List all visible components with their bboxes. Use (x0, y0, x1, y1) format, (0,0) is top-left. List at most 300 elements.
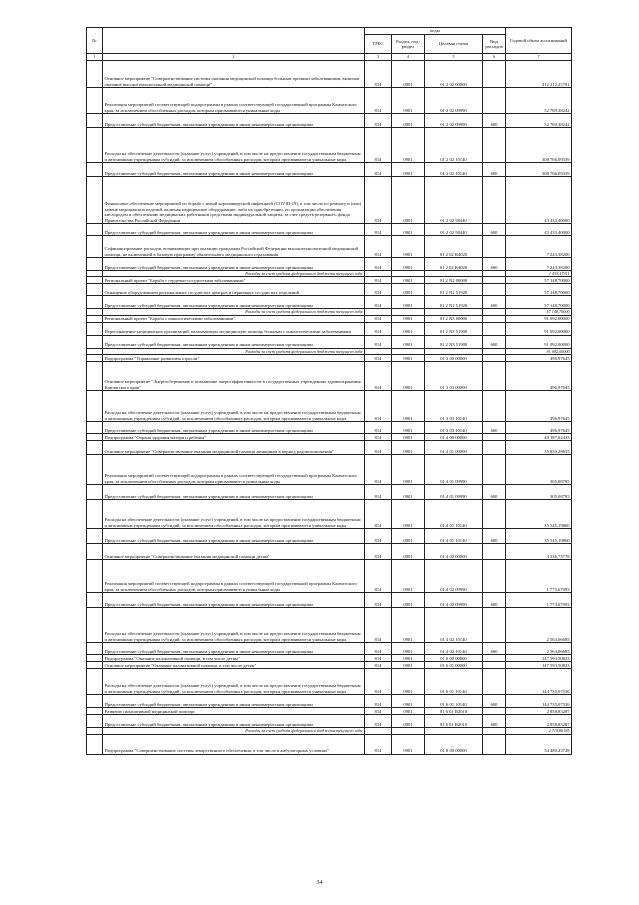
row-razdel-cell: 0901 (392, 544, 425, 560)
header-razdel: Раздел, под-раздел (392, 35, 425, 54)
row-grbs-cell: 814 (365, 114, 392, 128)
row-number-cell (87, 695, 103, 708)
table-body (87, 61, 572, 755)
row-expense-type-cell: 600 (483, 296, 506, 309)
row-expense-type-cell: 600 (483, 529, 506, 544)
row-amount-cell: 496,97645 (506, 362, 572, 391)
row-target-cell: 01 6 01 R2010 (425, 708, 483, 715)
row-razdel-cell: 0901 (392, 224, 425, 236)
row-expense-type-cell (483, 177, 506, 224)
row-razdel-cell: 0901 (392, 593, 425, 608)
row-amount-cell: 35 850,28655 (506, 441, 572, 455)
row-razdel-cell: 0901 (392, 177, 425, 224)
row-amount-cell: 43 433,40000 (506, 177, 572, 224)
row-razdel-cell: 0901 (392, 163, 425, 177)
row-number-cell (87, 335, 103, 348)
row-number-cell (87, 485, 103, 500)
table-row (87, 455, 572, 485)
row-razdel-cell: 0901 (392, 128, 425, 163)
row-amount-cell: 91 092,00000 (506, 322, 572, 335)
table-row (87, 655, 572, 662)
row-target-cell: 01 2 02 10140 (425, 163, 483, 177)
row-grbs-cell: 814 (365, 355, 392, 362)
row-name-cell: Основное мероприятие "Совершенствование оказания медицинской помощи женщинам в период родовспоможения" (103, 441, 365, 455)
row-amount-cell: 40 187,02433 (506, 434, 572, 441)
row-amount-cell: 147 593,50823 (506, 655, 572, 662)
header-expense-type: Вид расходов (483, 35, 506, 54)
row-expense-type-cell: 600 (483, 593, 506, 608)
table-row (87, 315, 572, 322)
table-row (87, 277, 572, 284)
row-amount-cell: 496,97645 (506, 422, 572, 434)
row-amount-cell: 144 735,07536 (506, 695, 572, 708)
row-expense-type-cell (483, 441, 506, 455)
table-row (87, 114, 572, 128)
table-row (87, 734, 572, 754)
row-expense-type-cell (483, 362, 506, 391)
row-razdel-cell: 0901 (392, 422, 425, 434)
row-expense-type-cell (483, 708, 506, 715)
table-row (87, 544, 572, 560)
row-razdel-cell: 0901 (392, 662, 425, 669)
row-number-cell (87, 529, 103, 544)
row-number-cell (87, 643, 103, 655)
row-grbs-cell: 814 (365, 441, 392, 455)
row-grbs-cell: 814 (365, 88, 392, 114)
budget-allocation-table (86, 27, 572, 755)
row-expense-type-cell: 600 (483, 695, 506, 708)
table-row (87, 177, 572, 224)
row-number-cell (87, 355, 103, 362)
row-grbs-cell: 814 (365, 544, 392, 560)
row-name-cell: Реализация мероприятий соответствующей подпрограммы в рамках соответствующей государственной программы Камчатского края, за исключением обособленных расходов, которым присваиваются уникальные коды (103, 455, 365, 485)
row-expense-type-cell (483, 655, 506, 662)
table-row (87, 560, 572, 593)
row-target-cell: 01 6 01 10140 (425, 669, 483, 695)
row-grbs-cell: 814 (365, 322, 392, 335)
row-amount-cell: 308 766,09339 (506, 163, 572, 177)
row-expense-type-cell: 600 (483, 485, 506, 500)
row-target-cell: 01 4 02 10140 (425, 643, 483, 655)
row-name-cell: Предоставление субсидий бюджетным, автономным учреждениям и иным некоммерческим организациям (103, 258, 365, 271)
row-expense-type-cell (483, 608, 506, 643)
row-name-cell: Предоставление субсидий бюджетным, автономным учреждениям и иным некоммерческим организациям (103, 593, 365, 608)
row-grbs-cell: 814 (365, 455, 392, 485)
table-row (87, 434, 572, 441)
row-expense-type-cell (483, 277, 506, 284)
row-number-cell (87, 500, 103, 529)
row-expense-type-cell (483, 544, 506, 560)
row-expense-type-cell (483, 88, 506, 114)
row-number-cell (87, 391, 103, 422)
row-grbs-cell: 814 (365, 177, 392, 224)
row-name-cell: Предоставление субсидий бюджетным, автономным учреждениям и иным некоммерческим организациям (103, 335, 365, 348)
header-col-num-2: 2 (103, 54, 365, 61)
row-grbs-cell: 814 (365, 335, 392, 348)
row-razdel-cell: 0901 (392, 296, 425, 309)
row-name-cell: Предоставление субсидий бюджетным, автономным учреждениям и иным некоммерческим организациям (103, 695, 365, 708)
row-amount-cell: 43 433,40000 (506, 224, 572, 236)
row-razdel-cell: 0901 (392, 284, 425, 296)
row-target-cell: 01 4 02 10140 (425, 608, 483, 643)
row-grbs-cell: 814 (365, 662, 392, 669)
row-expense-type-cell: 600 (483, 224, 506, 236)
row-target-cell: 01 4 01 09990 (425, 455, 483, 485)
row-grbs-cell: 814 (365, 391, 392, 422)
row-grbs-cell: 814 (365, 708, 392, 715)
row-razdel-cell: 0901 (392, 500, 425, 529)
row-name-cell: Предоставление субсидий бюджетным, автономным учреждениям и иным некоммерческим организациям (103, 715, 365, 728)
table-row (87, 88, 572, 114)
row-number-cell (87, 434, 103, 441)
row-razdel-cell: 0901 (392, 608, 425, 643)
table-row (87, 708, 572, 715)
row-grbs-cell: 814 (365, 529, 392, 544)
row-number-cell (87, 734, 103, 754)
row-number-cell (87, 593, 103, 608)
row-grbs-cell: 814 (365, 224, 392, 236)
row-number-cell (87, 455, 103, 485)
row-number-cell (87, 114, 103, 128)
row-amount-cell: 2 858,83287 (506, 715, 572, 728)
row-expense-type-cell: 600 (483, 163, 506, 177)
row-name-cell: Расходы на обеспечение деятельности (оказание услуг) учреждений, в том числе на предоставление государственным бюджетным и автономным учреждениям субсидий, за исключением обособленных расходов, которым присваиваются уникальные коды (103, 608, 365, 643)
row-name-cell: Региональный проект "Борьба с сердечно-сосудистыми заболеваниями" (103, 277, 365, 284)
row-expense-type-cell (483, 61, 506, 88)
row-name-cell: Реализация мероприятий соответствующей подпрограммы в рамках соответствующей государственной программы Камчатского края, за исключением обособленных расходов, которым присваиваются уникальные коды (103, 88, 365, 114)
row-razdel-cell: 0901 (392, 258, 425, 271)
row-number-cell (87, 655, 103, 662)
row-name-cell: Предоставление субсидий бюджетным, автономным учреждениям и иным некоммерческим организациям (103, 114, 365, 128)
row-grbs-cell: 814 (365, 655, 392, 662)
row-razdel-cell: 0901 (392, 695, 425, 708)
row-target-cell: 01 3 03 00000 (425, 362, 483, 391)
row-number-cell (87, 224, 103, 236)
row-name-cell: Расходы за счет средств федерального бюджета текущего года (103, 271, 365, 277)
header-grbs: ГРБС (365, 35, 392, 54)
row-amount-cell: 1 433,17311 (506, 271, 572, 277)
row-number-cell (87, 163, 103, 177)
row-expense-type-cell (483, 434, 506, 441)
row-name-cell: Предоставление субсидий бюджетным, автономным учреждениям и иным некоммерческим организациям (103, 296, 365, 309)
row-number-cell (87, 322, 103, 335)
table-row (87, 422, 572, 434)
row-number-cell (87, 441, 103, 455)
row-razdel-cell: 0901 (392, 315, 425, 322)
row-number-cell (87, 128, 103, 163)
row-amount-cell: 412 212,25781 (506, 61, 572, 88)
table-row (87, 362, 572, 391)
row-grbs-cell: 814 (365, 434, 392, 441)
row-grbs-cell: 814 (365, 560, 392, 593)
row-name-cell: Оснащение оборудованием региональных сосудистых центров и первичных сосудистых отделений (103, 284, 365, 296)
row-amount-cell: 305,08795 (506, 455, 572, 485)
header-col-num-6: 6 (483, 54, 506, 61)
row-expense-type-cell (483, 391, 506, 422)
row-expense-type-cell: 600 (483, 422, 506, 434)
header-col-num-5: 5 (425, 54, 483, 61)
table-row (87, 163, 572, 177)
table-row (87, 236, 572, 258)
header-col-num-3: 3 (365, 54, 392, 61)
row-target-cell: 01 8 00 00000 (425, 734, 483, 754)
table-row (87, 284, 572, 296)
row-target-cell: 01 2 02 58440 (425, 224, 483, 236)
table-row (87, 296, 572, 309)
row-name-cell: Предоставление субсидий бюджетным, автономным учреждениям и иным некоммерческим организациям (103, 163, 365, 177)
row-expense-type-cell (483, 500, 506, 529)
row-expense-type-cell: 600 (483, 258, 506, 271)
row-razdel-cell: 0901 (392, 391, 425, 422)
row-amount-cell: 91 092,00000 (506, 348, 572, 354)
row-razdel-cell: 0901 (392, 715, 425, 728)
row-razdel-cell: 0901 (392, 114, 425, 128)
table-row (87, 500, 572, 529)
page-number: 34 (316, 880, 323, 886)
row-name-cell: Финансовое обеспечение мероприятий по борьбе с новой коронавирусной инфекцией (COVID-19), в том числе по ремонту и (или) замене медицинских изделий, включая медицинское оборудование, либо их приобретению, по организации обеспечения кислородом и обеспечению медицинских работников средствами индивидуальной защиты, за счет средств резервного фонда Правительства Российской Федерации (103, 177, 365, 224)
row-grbs-cell: 814 (365, 695, 392, 708)
table-row (87, 485, 572, 500)
row-razdel-cell: 0901 (392, 655, 425, 662)
row-razdel-cell: 0901 (392, 434, 425, 441)
row-amount-cell: 52 769,38242 (506, 88, 572, 114)
row-amount-cell: 57 148,70000 (506, 309, 572, 315)
row-expense-type-cell (483, 236, 506, 258)
row-name-cell: Расходы за счет средств федерального бюджета текущего года (103, 728, 365, 734)
row-expense-type-cell: 600 (483, 715, 506, 728)
table-row (87, 355, 572, 362)
row-name-cell: Предоставление субсидий бюджетным, автономным учреждениям и иным некоммерческим организациям (103, 643, 365, 655)
row-grbs-cell: 814 (365, 422, 392, 434)
row-name-cell: Расходы на обеспечение деятельности (оказание услуг) учреждений, в том числе на предоставление государственным бюджетным и автономным учреждениям субсидий, за исключением обособленных расходов, которым присваиваются уникальные коды (103, 669, 365, 695)
table-row (87, 608, 572, 643)
row-number-cell (87, 422, 103, 434)
row-grbs-cell: 814 (365, 643, 392, 655)
row-number-cell (87, 277, 103, 284)
row-number-cell (87, 608, 103, 643)
header-name (103, 28, 365, 54)
row-grbs-cell: 814 (365, 734, 392, 754)
row-target-cell: 01 2 02 09990 (425, 88, 483, 114)
header-col-num-1: 1 (87, 54, 103, 61)
row-name-cell: Софинансирование расходов, возникающих при оказании гражданам Российской Федерации высокотехнологичной медицинской помощи, не включенной в базовую программу обязательного медицинского страхования (103, 236, 365, 258)
row-target-cell: 01 2 N2 51920 (425, 284, 483, 296)
row-grbs-cell: 814 (365, 715, 392, 728)
row-name-cell: Расходы за счет средств федерального бюджета текущего года (103, 348, 365, 354)
row-grbs-cell: 814 (365, 258, 392, 271)
row-expense-type-cell (483, 734, 506, 754)
row-target-cell: 01 2 02 10140 (425, 128, 483, 163)
row-razdel-cell: 0901 (392, 322, 425, 335)
row-razdel-cell: 0901 (392, 61, 425, 88)
row-amount-cell: 147 593,50823 (506, 662, 572, 669)
row-number-cell (87, 236, 103, 258)
row-target-cell: 01 4 02 09990 (425, 593, 483, 608)
row-grbs-cell: 814 (365, 608, 392, 643)
row-number-cell (87, 284, 103, 296)
row-amount-cell: 496,97645 (506, 391, 572, 422)
row-target-cell: 01 2 N2 51920 (425, 296, 483, 309)
row-razdel-cell: 0901 (392, 355, 425, 362)
header-col-num-4: 4 (392, 54, 425, 61)
row-name-cell: Расходы на обеспечение деятельности (оказание услуг) учреждений, в том числе на предоставление государственным бюджетным и автономным учреждениям субсидий, за исключением обособленных расходов, которым присваиваются уникальные коды (103, 500, 365, 529)
row-target-cell: 01 2 02 R4020 (425, 258, 483, 271)
row-amount-cell: 1 773,67093 (506, 593, 572, 608)
row-number-cell (87, 315, 103, 322)
table-row (87, 529, 572, 544)
row-expense-type-cell (483, 322, 506, 335)
row-expense-type-cell (483, 315, 506, 322)
row-target-cell: 01 2 N3 51900 (425, 322, 483, 335)
row-grbs-cell: 814 (365, 128, 392, 163)
row-target-cell: 01 6 01 10140 (425, 695, 483, 708)
row-amount-cell: 2 563,06685 (506, 608, 572, 643)
row-razdel-cell: 0901 (392, 335, 425, 348)
header-col-num-7: 7 (506, 54, 572, 61)
row-number-cell (87, 662, 103, 669)
table-row (87, 322, 572, 335)
row-expense-type-cell: 600 (483, 114, 506, 128)
row-razdel-cell: 0901 (392, 529, 425, 544)
row-target-cell: 01 3 03 10140 (425, 422, 483, 434)
row-expense-type-cell (483, 284, 506, 296)
row-target-cell: 01 4 00 00000 (425, 434, 483, 441)
row-name-cell: Основное мероприятие "Оказание паллиативной помощи, в том числе детям" (103, 662, 365, 669)
row-target-cell: 01 2 02 09990 (425, 114, 483, 128)
row-grbs-cell: 814 (365, 236, 392, 258)
row-grbs-cell: 814 (365, 163, 392, 177)
table-row (87, 662, 572, 669)
row-amount-cell: 144 735,07536 (506, 669, 572, 695)
row-target-cell: 01 6 01 R2010 (425, 715, 483, 728)
row-target-cell: 01 4 01 10140 (425, 500, 483, 529)
row-grbs-cell: 814 (365, 485, 392, 500)
table-row (87, 128, 572, 163)
table-row (87, 643, 572, 655)
row-number-cell (87, 708, 103, 715)
row-amount-cell: 308 766,09339 (506, 128, 572, 163)
row-amount-cell: 1 773,67093 (506, 560, 572, 593)
row-razdel-cell: 0901 (392, 734, 425, 754)
row-razdel-cell: 0901 (392, 88, 425, 114)
row-name-cell: Основное мероприятие "Энергосбережение и повышение энергоэффективности в государственных учреждениях здравоохранения Камчатского края" (103, 362, 365, 391)
row-expense-type-cell (483, 669, 506, 695)
row-grbs-cell: 814 (365, 362, 392, 391)
table-row (87, 441, 572, 455)
header-amount: Годовой объем ассигнований (506, 28, 572, 54)
row-expense-type-cell: 600 (483, 643, 506, 655)
row-number-cell (87, 560, 103, 593)
row-name-cell: Реализация мероприятий соответствующей подпрограммы в рамках соответствующей государственной программы Камчатского края, за исключением обособленных расходов, которым присваиваются уникальные коды (103, 560, 365, 593)
row-expense-type-cell (483, 560, 506, 593)
table-row (87, 695, 572, 708)
row-amount-cell: 2 563,06685 (506, 643, 572, 655)
row-name-cell: Расходы на обеспечение деятельности (оказание услуг) учреждений, в том числе на предоставление государственным бюджетным и автономным учреждениям субсидий, за исключением обособленных расходов, которым присваиваются уникальные коды (103, 128, 365, 163)
row-amount-cell: 57 148,70000 (506, 284, 572, 296)
row-target-cell: 01 6 01 00000 (425, 662, 483, 669)
table-row (87, 715, 572, 728)
row-razdel-cell: 0901 (392, 560, 425, 593)
row-number-cell (87, 296, 103, 309)
row-grbs-cell: 814 (365, 315, 392, 322)
header-codes-group: коды (365, 28, 506, 35)
row-razdel-cell: 0901 (392, 441, 425, 455)
row-razdel-cell: 0901 (392, 708, 425, 715)
row-name-cell: Развитие паллиативной медицинской помощи (103, 708, 365, 715)
row-target-cell: 01 2 N2 00000 (425, 277, 483, 284)
row-razdel-cell: 0901 (392, 236, 425, 258)
row-name-cell: Подпрограмма "Оказание паллиативной помощи, в том числе детям" (103, 655, 365, 662)
row-amount-cell: 91 092,00000 (506, 335, 572, 348)
row-name-cell: Региональный проект "Борьба с онкологическими заболеваниями" (103, 315, 365, 322)
row-grbs-cell: 814 (365, 500, 392, 529)
row-amount-cell: 35 545,19860 (506, 529, 572, 544)
table-row (87, 593, 572, 608)
row-number-cell (87, 715, 103, 728)
row-razdel-cell: 0901 (392, 485, 425, 500)
row-amount-cell: 7 243,38200 (506, 236, 572, 258)
table-row (87, 61, 572, 88)
table-row (87, 391, 572, 422)
row-name-cell: Предоставление субсидий бюджетным, автономным учреждениям и иным некоммерческим организациям (103, 485, 365, 500)
row-amount-cell: 35 545,19860 (506, 500, 572, 529)
row-razdel-cell: 0901 (392, 362, 425, 391)
row-target-cell: 01 3 03 10140 (425, 391, 483, 422)
row-number-cell (87, 177, 103, 224)
row-grbs-cell: 814 (365, 277, 392, 284)
row-amount-cell: 496,97645 (506, 355, 572, 362)
row-name-cell: Подпрограмма "Совершенствование системы лекарственного обеспечения, в том числе в амбулаторных условиях" (103, 734, 365, 754)
row-amount-cell: 57 148,70000 (506, 277, 572, 284)
table-row (87, 335, 572, 348)
row-number-cell (87, 88, 103, 114)
row-razdel-cell: 0901 (392, 643, 425, 655)
row-amount-cell: 57 148,70000 (506, 296, 572, 309)
row-name-cell: Расходы на обеспечение деятельности (оказание услуг) учреждений, в том числе на предоставление государственным бюджетным и автономным учреждениям субсидий, за исключением обособленных расходов, которым присваиваются уникальные коды (103, 391, 365, 422)
header-number: № (87, 28, 103, 54)
row-number-cell (87, 362, 103, 391)
row-number-cell (87, 669, 103, 695)
row-name-cell: Подпрограмма "Охрана здоровья матери и ребенка" (103, 434, 365, 441)
row-razdel-cell: 0901 (392, 277, 425, 284)
row-target-cell: 01 3 00 00000 (425, 355, 483, 362)
row-target-cell: 01 2 N3 51900 (425, 335, 483, 348)
row-target-cell: 01 2 02 00000 (425, 61, 483, 88)
row-amount-cell: 52 769,38242 (506, 114, 572, 128)
row-expense-type-cell: 600 (483, 335, 506, 348)
row-expense-type-cell (483, 128, 506, 163)
row-amount-cell: 4 336,73778 (506, 544, 572, 560)
row-expense-type-cell (483, 662, 506, 669)
row-target-cell: 01 2 02 R4020 (425, 236, 483, 258)
row-grbs-cell: 814 (365, 593, 392, 608)
row-target-cell: 01 6 00 00000 (425, 655, 483, 662)
row-target-cell: 01 2 N3 00000 (425, 315, 483, 322)
row-name-cell: Предоставление субсидий бюджетным, автономным учреждениям и иным некоммерческим организациям (103, 422, 365, 434)
row-amount-cell: 2 858,83287 (506, 708, 572, 715)
table-row (87, 258, 572, 271)
row-razdel-cell: 0901 (392, 669, 425, 695)
row-amount-cell: 91 092,00000 (506, 315, 572, 322)
row-name-cell: Предоставление субсидий бюджетным, автономным учреждениям и иным некоммерческим организациям (103, 529, 365, 544)
row-amount-cell: 54 480,23728 (506, 734, 572, 754)
row-expense-type-cell (483, 355, 506, 362)
row-grbs-cell: 814 (365, 284, 392, 296)
budget-table-sheet (86, 27, 571, 755)
row-name-cell: Предоставление субсидий бюджетным, автономным учреждениям и иным некоммерческим организациям (103, 224, 365, 236)
row-target-cell: 01 4 01 00000 (425, 441, 483, 455)
row-number-cell (87, 544, 103, 560)
